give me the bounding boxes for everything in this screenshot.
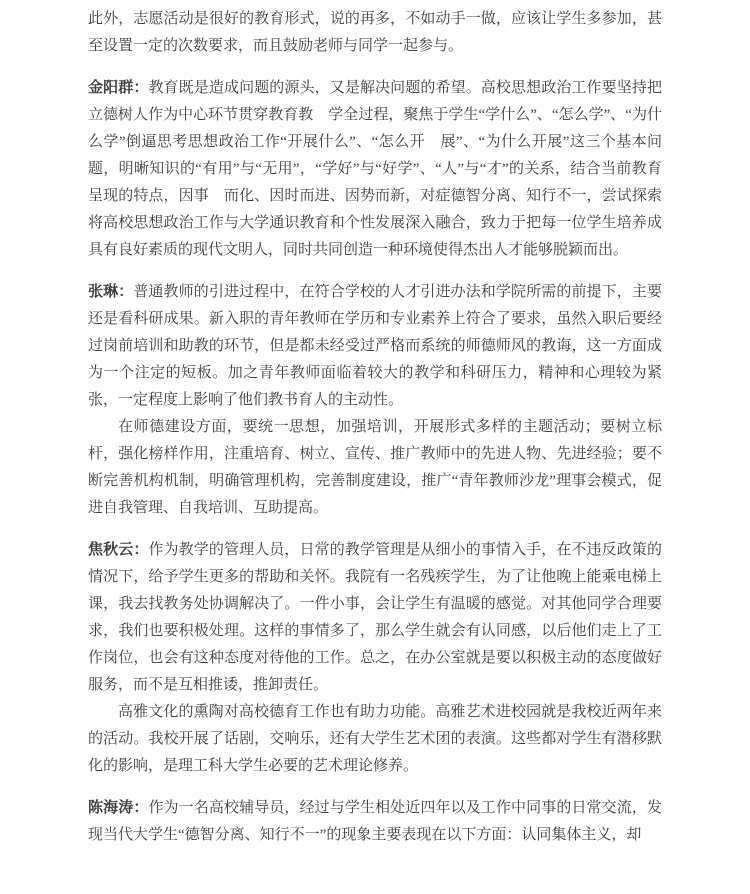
paragraph-zhang-lin bbox=[88, 279, 662, 414]
paragraph-jiao-qiuyun-continued bbox=[88, 699, 662, 780]
speaker-name: 金阳群： bbox=[88, 80, 149, 96]
paragraph-text: 高雅文化的熏陶对高校德育工作也有助力功能。高雅艺术进校园就是我校近两年来的活动。我校开展了话剧，交响乐，还有大学生艺术团的表演。这些都对学生有潜移默化的影响，是理工科大学生必要的艺术理论修养。 bbox=[88, 704, 662, 774]
paragraph-text: 在师德建设方面，要统一思想，加强培训，开展形式多样的主题活动；要树立标杆，强化榜样作用，注重培育、树立、宣传、推广教师中的先进人物、先进经验；要不断完善机构机制，明确管理机构，完善制度建设，推广“青年教师沙龙”理事会模式，促进自我管理、自我培训、互助提高。 bbox=[88, 419, 662, 516]
paragraph-text: 此外，志愿活动是很好的教育形式，说的再多，不如动手一做，应该让学生多参加，甚至设置一定的次数要求，而且鼓励老师与同学一起参与。 bbox=[88, 11, 662, 54]
speaker-name: 陈海涛： bbox=[88, 800, 149, 816]
paragraph-continuation-volunteer bbox=[88, 6, 662, 60]
paragraph-text: 普通教师的引进过程中，在符合学校的人才引进办法和学院所需的前提下，主要还是看科研成果。新入职的青年教师在学历和专业素养上符合了要求，虽然入职后要经过岗前培训和助教的环节，但是都未经受过严格而系统的师德师风的教诲，这一方面成为一个注定的短板。加之青年教师面临着较大的教学和科研压力，精神和心理较为紧张，一定程度上影响了他们教书育人的主动性。 bbox=[88, 284, 662, 408]
paragraph-chen-haitao bbox=[88, 795, 662, 849]
paragraph-zhang-lin-continued bbox=[88, 414, 662, 522]
speaker-name: 焦秋云： bbox=[88, 542, 149, 558]
paragraph-text: 教育既是造成问题的源头，又是解决问题的希望。高校思想政治工作要坚持把立德树人作为中心环节贯穿教育教 学全过程，聚焦于学生“学什么”、“怎么学”、“为什么学”倒逼思考思想政治工作“开展什么”、“怎么开 展”、“为什么开展”这三个基本问题，明晰知识的“有用”与“无用”，“学好”与“好学”、“人”与“才”的关系，结合当前教育呈现的特点，因事 而化、因时而进、因势而新，对症德智分离、知行不一，尝试探索将高校思想政治工作与大学通识教育和个性发展深入融合，致力于把每一位学生培养成具有良好素质的现代文明人，同时共同创造一种环境使得杰出人才能够脱颖而出。 bbox=[88, 80, 662, 258]
paragraph-jin-yangqun bbox=[88, 75, 662, 264]
paragraph-text: 作为教学的管理人员，日常的教学管理是从细小的事情入手，在不违反政策的情况下，给予学生更多的帮助和关怀。我院有一名残疾学生，为了让他晚上能乘电梯上课，我去找教务处协调解决了。一件小事，会让学生有温暖的感觉。对其他同学合理要求，我们也要积极处理。这样的事情多了，那么学生就会有认同感，以后他们走上了工作岗位，也会有这种态度对待他的工作。总之，在办公室就是要以积极主动的态度做好服务，而不是互相推诿，推卸责任。 bbox=[88, 542, 662, 693]
speaker-name: 张琳： bbox=[88, 284, 134, 300]
paragraph-jiao-qiuyun bbox=[88, 537, 662, 699]
paragraph-text: 作为一名高校辅导员，经过与学生相处近四年以及工作中同事的日常交流，发现当代大学生“德智分离、知行不一”的现象主要表现在以下方面：认同集体主义，却 bbox=[88, 800, 662, 843]
